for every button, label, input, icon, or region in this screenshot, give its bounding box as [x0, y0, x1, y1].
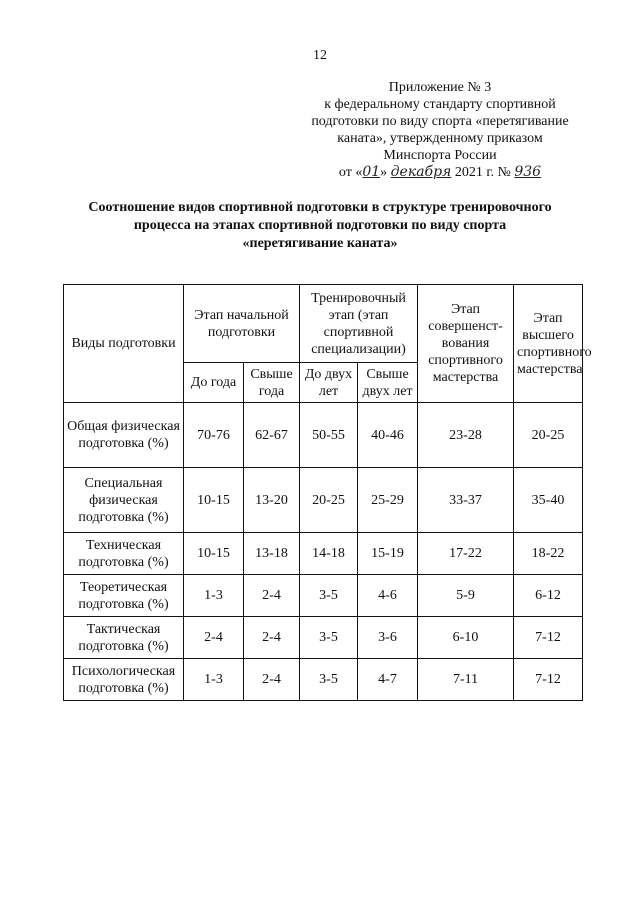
table-cell: 13-20 [244, 468, 300, 533]
appendix-line: подготовки по виду спорта «перетягивание [311, 114, 569, 129]
table-cell: 7-11 [418, 659, 514, 701]
table-cell: 62-67 [244, 403, 300, 468]
appendix-header [300, 79, 580, 181]
table-cell: 17-22 [418, 533, 514, 575]
row-label: Тактическая подготовка (%) [64, 617, 184, 659]
table-cell: 10-15 [184, 468, 244, 533]
table-cell: 3-5 [300, 659, 358, 701]
table-cell: 50-55 [300, 403, 358, 468]
table-cell: 14-18 [300, 533, 358, 575]
date-mid: » [380, 165, 388, 180]
document-title [60, 199, 580, 253]
table-cell: 3-5 [300, 617, 358, 659]
header-stage-perfection: Этап совершенст-вования спортивного мастерства [418, 285, 514, 403]
table-cell: 3-5 [300, 575, 358, 617]
table-cell: 3-6 [358, 617, 418, 659]
appendix-line: к федеральному стандарту спортивной [324, 97, 556, 112]
title-line: Соотношение видов спортивной подготовки в структуре тренировочного [88, 200, 552, 215]
table-cell: 35-40 [514, 468, 583, 533]
table-cell: 2-4 [184, 617, 244, 659]
table-cell: 33-37 [418, 468, 514, 533]
table-cell: 15-19 [358, 533, 418, 575]
row-label: Специальная физическая подготовка (%) [64, 468, 184, 533]
subheader-upto-two-years: До двух лет [300, 363, 358, 403]
table-row [64, 403, 583, 468]
header-types: Виды подготовки [64, 285, 184, 403]
table-cell: 1-3 [184, 659, 244, 701]
table-header-row [64, 285, 583, 363]
date-year: 2021 г. № [454, 165, 511, 180]
date-prefix: от « [338, 165, 363, 180]
header-stage-initial: Этап начальной подготовки [184, 285, 300, 363]
table-cell: 7-12 [514, 659, 583, 701]
header-stage-highest: Этап высшего спортивного мастерства [514, 285, 583, 403]
table-cell: 40-46 [358, 403, 418, 468]
table-cell: 7-12 [514, 617, 583, 659]
table-cell: 1-3 [184, 575, 244, 617]
training-ratio-table [63, 284, 592, 701]
table-cell: 18-22 [514, 533, 583, 575]
row-label: Теоретическая подготовка (%) [64, 575, 184, 617]
appendix-line: каната», утвержденному приказом [337, 131, 543, 146]
table-row [64, 468, 583, 533]
order-number-handwritten: 936 [514, 164, 542, 180]
date-month-handwritten: декабря [390, 164, 452, 180]
table-cell: 20-25 [300, 468, 358, 533]
table-cell: 25-29 [358, 468, 418, 533]
subheader-over-year: Свыше года [244, 363, 300, 403]
table-row [64, 575, 583, 617]
page-number: 12 [313, 48, 327, 63]
table-cell: 23-28 [418, 403, 514, 468]
date-day-handwritten: 01 [362, 164, 381, 180]
table-cell: 4-7 [358, 659, 418, 701]
table-cell: 6-12 [514, 575, 583, 617]
appendix-line: Минспорта России [383, 148, 497, 163]
row-label: Техническая подготовка (%) [64, 533, 184, 575]
subheader-upto-year: До года [184, 363, 244, 403]
table-cell: 5-9 [418, 575, 514, 617]
row-label: Психологическая подготовка (%) [64, 659, 184, 701]
table-cell: 70-76 [184, 403, 244, 468]
header-stage-training: Тренировочный этап (этап спортивной специализации) [300, 285, 418, 363]
table-row [64, 659, 583, 701]
row-label: Общая физическая подготовка (%) [64, 403, 184, 468]
title-line: «перетягивание каната» [242, 236, 398, 251]
title-line: процесса на этапах спортивной подготовки по виду спорта [133, 218, 507, 233]
table-cell: 13-18 [244, 533, 300, 575]
table-cell: 2-4 [244, 617, 300, 659]
table-cell: 2-4 [244, 659, 300, 701]
subheader-over-two-years: Свыше двух лет [358, 363, 418, 403]
table-cell: 2-4 [244, 575, 300, 617]
appendix-line: Приложение № 3 [388, 80, 492, 95]
table-cell: 4-6 [358, 575, 418, 617]
table-row [64, 617, 583, 659]
table-cell: 20-25 [514, 403, 583, 468]
table-cell: 10-15 [184, 533, 244, 575]
order-date-line [300, 164, 580, 181]
table-cell: 6-10 [418, 617, 514, 659]
table-row [64, 533, 583, 575]
